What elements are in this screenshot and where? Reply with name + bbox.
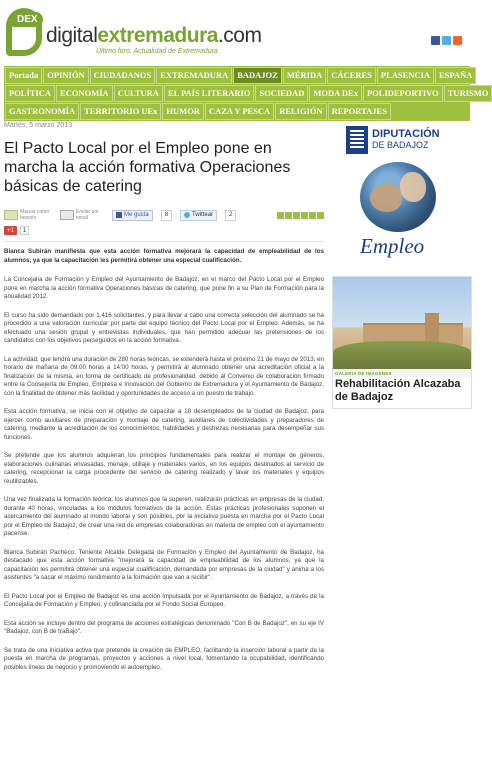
logo-accent: extremadura [97, 24, 218, 47]
site-logo[interactable] [4, 4, 262, 58]
facebook-like-label: Me gusta [124, 212, 149, 218]
nav-item[interactable]: Portada [5, 67, 42, 84]
twitter-bird-icon [184, 212, 190, 218]
article-paragraph: Esta acción se incluye dentro del programa de acciones estratégicas denominado "Con B de Badajoz", en su eje IV "Badajoz, con B de traBajo". [4, 619, 324, 635]
logo-suffix: .com [217, 24, 262, 47]
comment-icon[interactable] [317, 212, 324, 219]
facebook-like-icon [116, 212, 122, 218]
article-paragraph: Se pretende que los alumnos adquieran los principios fundamentales para realizar el montaje de géneros, elaboraciones culinarias envasadas, menaje, utillaje y materiales varios, en los equipos destinados al servicio de catering, recepcionar la carga procedente del servicio de catering realizado y lavar los materiales y equipos reutilizables. [4, 452, 324, 485]
nav-item[interactable]: SOCIEDAD [255, 85, 308, 102]
social-links [431, 36, 462, 45]
article-paragraph: Esta acción formativa, se inicia con el objetivo de capacitar a 18 desempleados de la ciudad de Badajoz, para ejercer como auxiliares de preparación y montaje de catering, auxiliares de colectividades y preparadores de catering, mediante la acreditación de los conocimientos, habilidades y destrezas necesarias para desempeñar sus funciones. [4, 408, 324, 441]
nav-item[interactable]: TURISMO [444, 85, 492, 102]
like-count: 8 [161, 210, 172, 221]
nav-item[interactable]: ECONOMÍA [56, 85, 113, 102]
nav-row-1 [5, 67, 473, 84]
tweet-count: 2 [225, 210, 236, 221]
font-increase-icon[interactable] [309, 212, 316, 219]
article-paragraph: La Concejalía de Formación y Empleo del Ayuntamiento de Badajoz, en el marco del Pacto Local por el Empleo pone en marcha la acción formativa Operaciones básicas de catering, que pone fin a su Plan de Formación para la anualidad 2012. [4, 276, 324, 300]
nav-item[interactable]: CIUDADANOS [90, 67, 156, 84]
photo-tower-shape [425, 313, 439, 343]
nav-item[interactable]: OPINIÓN [43, 67, 88, 84]
ad-org-name [372, 129, 440, 151]
article-date: Martes, 5 marzo 2013 [4, 122, 73, 129]
article-paragraph: Se trata de una iniciativa activa que pretende la creación de EMPLEO, facilitando la inserción laboral a partir de la puesta en marcha de programas, proyectos y acciones a nivel local, fomentando la ocupabilidad, identificando posibles líneas de negocio y promoviendo el autoempleo. [4, 646, 324, 671]
article-tools [4, 206, 324, 224]
image-gallery-widget[interactable] [332, 276, 472, 409]
gplus-button[interactable]: +1 [4, 226, 17, 235]
nav-item[interactable]: POLIDEPORTIVO [363, 85, 443, 102]
favorite-label: Marcar como favorito [20, 209, 50, 221]
nav-item[interactable]: HUMOR [162, 103, 204, 120]
favorite-button[interactable] [4, 209, 52, 221]
main-nav [4, 66, 489, 121]
print-icon[interactable] [277, 212, 284, 219]
nav-item[interactable]: RELIGIÓN [275, 103, 326, 120]
gplus-row [4, 226, 324, 235]
gallery-label: GALERÍA DE IMÁGENES [333, 369, 471, 377]
article-paragraph: El Pacto Local por el Empleo de Badajoz es una acción impulsada por el Ayuntamiento de Badajoz, a través de la Concejalía de Formación y Empleo, y cofinanciada por el Fondo Social Europeo. [4, 592, 324, 608]
gallery-title[interactable]: Rehabilitación Alcazaba de Badajoz [335, 378, 461, 403]
logo-main: digital [46, 24, 98, 47]
email-icon [60, 210, 74, 220]
globe-image [360, 162, 436, 232]
nav-item[interactable]: EXTREMADURA [156, 67, 232, 84]
sidebar [332, 122, 472, 409]
facebook-like-button[interactable] [112, 210, 153, 221]
pdf-icon[interactable] [285, 212, 292, 219]
nav-item[interactable]: CÁCERES [327, 67, 376, 84]
nav-item[interactable]: CULTURA [114, 85, 163, 102]
share-icon[interactable] [293, 212, 300, 219]
gallery-photo[interactable] [333, 277, 471, 369]
logo-wordmark [46, 24, 261, 48]
email-label: Enviar por email [76, 209, 99, 221]
logo-badge: DEX [12, 12, 43, 27]
article-body [4, 276, 324, 672]
diputacion-ad-banner[interactable] [332, 122, 472, 270]
photo-trees-shape [333, 341, 471, 369]
article-paragraph: La actividad, que tendrá una duración de 280 horas teóricas, se extenderá hasta el próximo 21 de mayo de 2013, en horario de mañana de 09:00 horas a 14:00 horas, y permitirá al alumnado obtener una acreditación oficial a la finalización de la misma, en forma de certificado de profesionalidad, debido al Convenio de colaboración firmado entre la Consejería de Empleo, Empresa e Innovación del Gobierno de Extremadura y el Ayuntamiento de Badajoz, con la finalidad de obtener más facilidad y oportunidades de acceso a un puesto de trabajo. [4, 355, 324, 397]
gplus-count: 1 [20, 226, 29, 235]
ad-org-line2: DE BADAJOZ [372, 140, 429, 150]
nav-row-2 [5, 85, 489, 102]
nav-item[interactable]: GASTRONOMÍA [5, 103, 79, 120]
nav-item[interactable]: ESPAÑA [435, 67, 476, 84]
nav-item[interactable]: MÉRIDA [283, 67, 326, 84]
facebook-icon[interactable] [431, 36, 440, 45]
article-paragraph: Una vez finalizada la formación teórica, los alumnos que la superen, realizarán prácticas en empresas de la ciudad, durante 40 horas, vinculadas a los módulos formativos de la acción. Estas prácticas profesionales suponen el acercamiento del alumnado al mundo laboral y son posibles, por la iniciativa puesta en marcha por el Pacto Local por el Empleo de Badajoz, de crear una red de empresas colaboradoras en materia de empleo con el ayuntamiento pacense. [4, 496, 324, 537]
email-button[interactable] [60, 209, 104, 221]
nav-item[interactable]: EL PAÍS LITERARIO [164, 85, 255, 102]
ad-header [346, 126, 440, 154]
twitter-icon[interactable] [442, 36, 451, 45]
nav-item[interactable]: REPORTAJES [328, 103, 391, 120]
article-paragraph: Blanca Subirán Pacheco, Teniente Alcalde Delegada de Formación y Empleo del Ayuntamiento de Badajoz, ha destacado que esta acción formativa "mejorará la capacidad de empleabilidad de los alumnos, ya que la capacitación les permitirá obtener una especial cualificación, demandada por empresas de la ciudad" y anima a los asistentes "a sacar el máximo rendimiento a la formación que van a recibir". [4, 548, 324, 581]
ad-slogan: Empleo [360, 234, 425, 258]
nav-item[interactable]: BADAJOZ [233, 67, 282, 84]
nav-item[interactable]: PLASENCIA [377, 67, 434, 84]
nav-item[interactable]: TERRITORIO UEx [80, 103, 161, 120]
article-title: El Pacto Local por el Empleo pone en marcha la acción formativa Operaciones básicas de catering [4, 140, 291, 195]
nav-item[interactable]: POLÍTICA [5, 85, 55, 102]
nav-item[interactable]: CAZA Y PESCA [205, 103, 274, 120]
ad-org-line1: DIPUTACIÓN [372, 128, 440, 140]
nav-row-3 [5, 103, 469, 120]
diputacion-crest-icon [346, 126, 368, 154]
site-tagline: Último foro. Actualidad de Extremadura [96, 48, 218, 55]
share-icons [277, 212, 324, 219]
nav-item[interactable]: MODA DEx [309, 85, 362, 102]
favorite-icon [4, 210, 18, 220]
font-decrease-icon[interactable] [301, 212, 308, 219]
divider [4, 241, 324, 242]
article-paragraph: El curso ha sido demandado por 1.416 solicitantes, y para llevar a cabo una correcta selección del alumnado se ha procedido a una valoración curricular por parte del equipo técnico del Pacto Local por el Empleo. Además, se ha efectuado una sesión grupal y entrevistas individuales, que han permitido adecuar las pretensiones de los candidatos con los objetivos perseguidos en la acción formativa. [4, 311, 324, 344]
tweet-label: Twittear [192, 212, 214, 218]
tweet-button[interactable] [180, 210, 217, 221]
rss-icon[interactable] [453, 36, 462, 45]
site-header [0, 0, 474, 62]
article [4, 122, 324, 682]
article-lead: Blanca Subirán manifiesta que esta acción formativa mejorará la capacidad de empleabilidad de los alumnos, ya que la capacitación les permitirá obtener una especial cualificación. [4, 248, 324, 264]
